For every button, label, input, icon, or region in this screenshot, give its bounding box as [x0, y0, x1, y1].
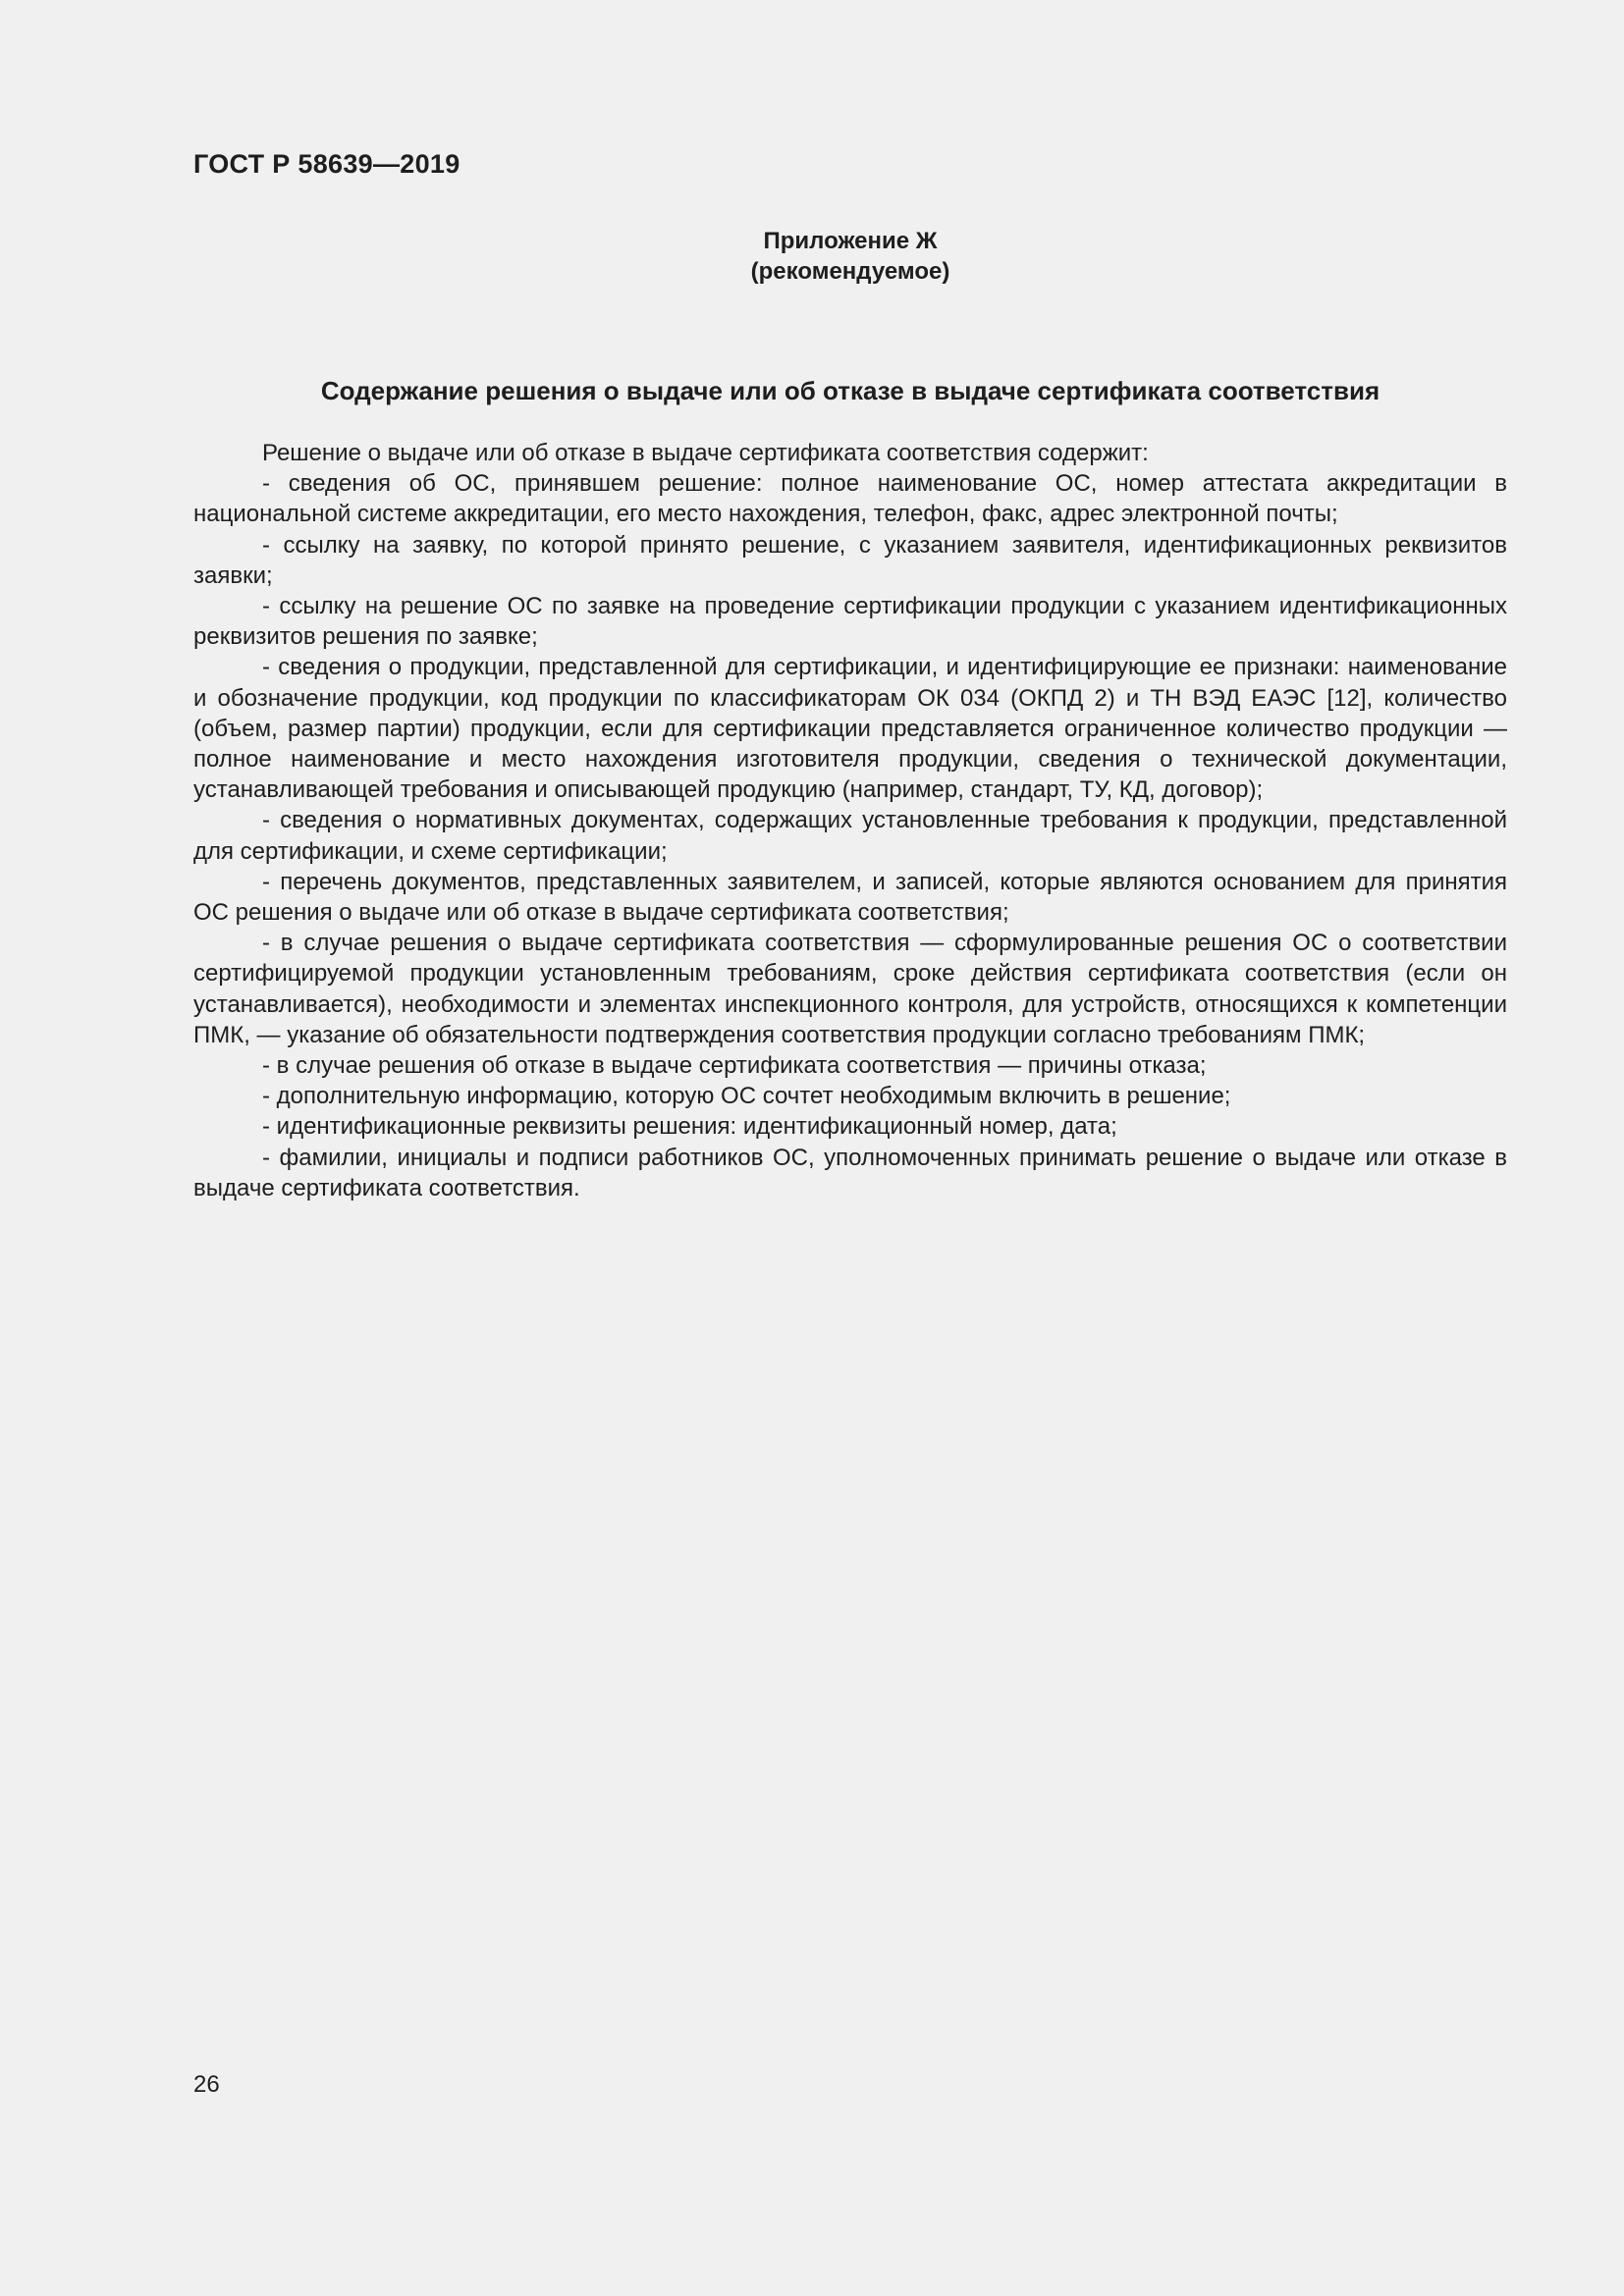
page-number: 26 [193, 2071, 220, 2098]
appendix-heading [0, 226, 1624, 287]
list-item: - ссылку на решение ОС по заявке на проведение сертификации продукции с указанием идентификационных реквизитов решения по заявке; [193, 593, 1507, 651]
appendix-title: Приложение Ж [763, 228, 938, 254]
appendix-subtitle: (рекомендуемое) [750, 258, 950, 285]
intro-paragraph: Решение о выдаче или об отказе в выдаче сертификата соответствия содержит: [262, 440, 1149, 466]
list-item: - в случае решения о выдаче сертификата соответствия — сформулированные решения ОС о соответствии сертифицируемой продукции установленным требованиям, сроке действия сертификата соответствия (если он устанавливается), необходимости и элементах инспекционного контроля, для устройств, относящихся к компетенции ПМК, — указание об обязательности подтверждения соответствия продукции согласно требованиям ПМК; [193, 930, 1507, 1048]
list-item: - сведения о продукции, представленной для сертификации, и идентифицирующие ее признаки: наименование и обозначение продукции, код продукции по классификаторам ОК 034 (ОКПД 2) и ТН ВЭД ЕАЭС [12], количество (объем, размер партии) продукции, если для сертификации представляется ограниченное количество продукции — полное наименование и место нахождения изготовителя продукции, сведения о технической документации, устанавливающей требования и описывающей продукцию (например, стандарт, ТУ, КД, договор); [193, 654, 1507, 804]
list-item: - ссылку на заявку, по которой принято решение, с указанием заявителя, идентификационных реквизитов заявки; [193, 531, 1507, 589]
list-item: - перечень документов, представленных заявителем, и записей, которые являются основанием для принятия ОС решения о выдаче или об отказе в выдаче сертификата соответствия; [193, 868, 1507, 927]
list-item: - в случае решения об отказе в выдаче сертификата соответствия — причины отказа; [262, 1052, 1207, 1080]
section-title: Содержание решения о выдаче или об отказе в выдаче сертификата соответствия [320, 376, 1380, 405]
list-item: - фамилии, инициалы и подписи работников ОС, уполномоченных принимать решение о выдаче или отказе в выдаче сертификата соответствия. [193, 1144, 1507, 1201]
list-item: - сведения о нормативных документах, содержащих установленные требования к продукции, представленной для сертификации, и схеме сертификации; [193, 807, 1507, 865]
list-item: - сведения об ОС, принявшем решение: полное наименование ОС, номер аттестата аккредитации в национальной системе аккредитации, его место нахождения, телефон, факс, адрес электронной почты; [193, 470, 1507, 528]
list-item: - идентификационные реквизиты решения: идентификационный номер, дата; [262, 1113, 1117, 1141]
document-code: ГОСТ Р 58639—2019 [193, 149, 460, 179]
list-item: - дополнительную информацию, которую ОС сочтет необходимым включить в решение; [262, 1083, 1231, 1110]
body-text [193, 438, 1507, 1203]
